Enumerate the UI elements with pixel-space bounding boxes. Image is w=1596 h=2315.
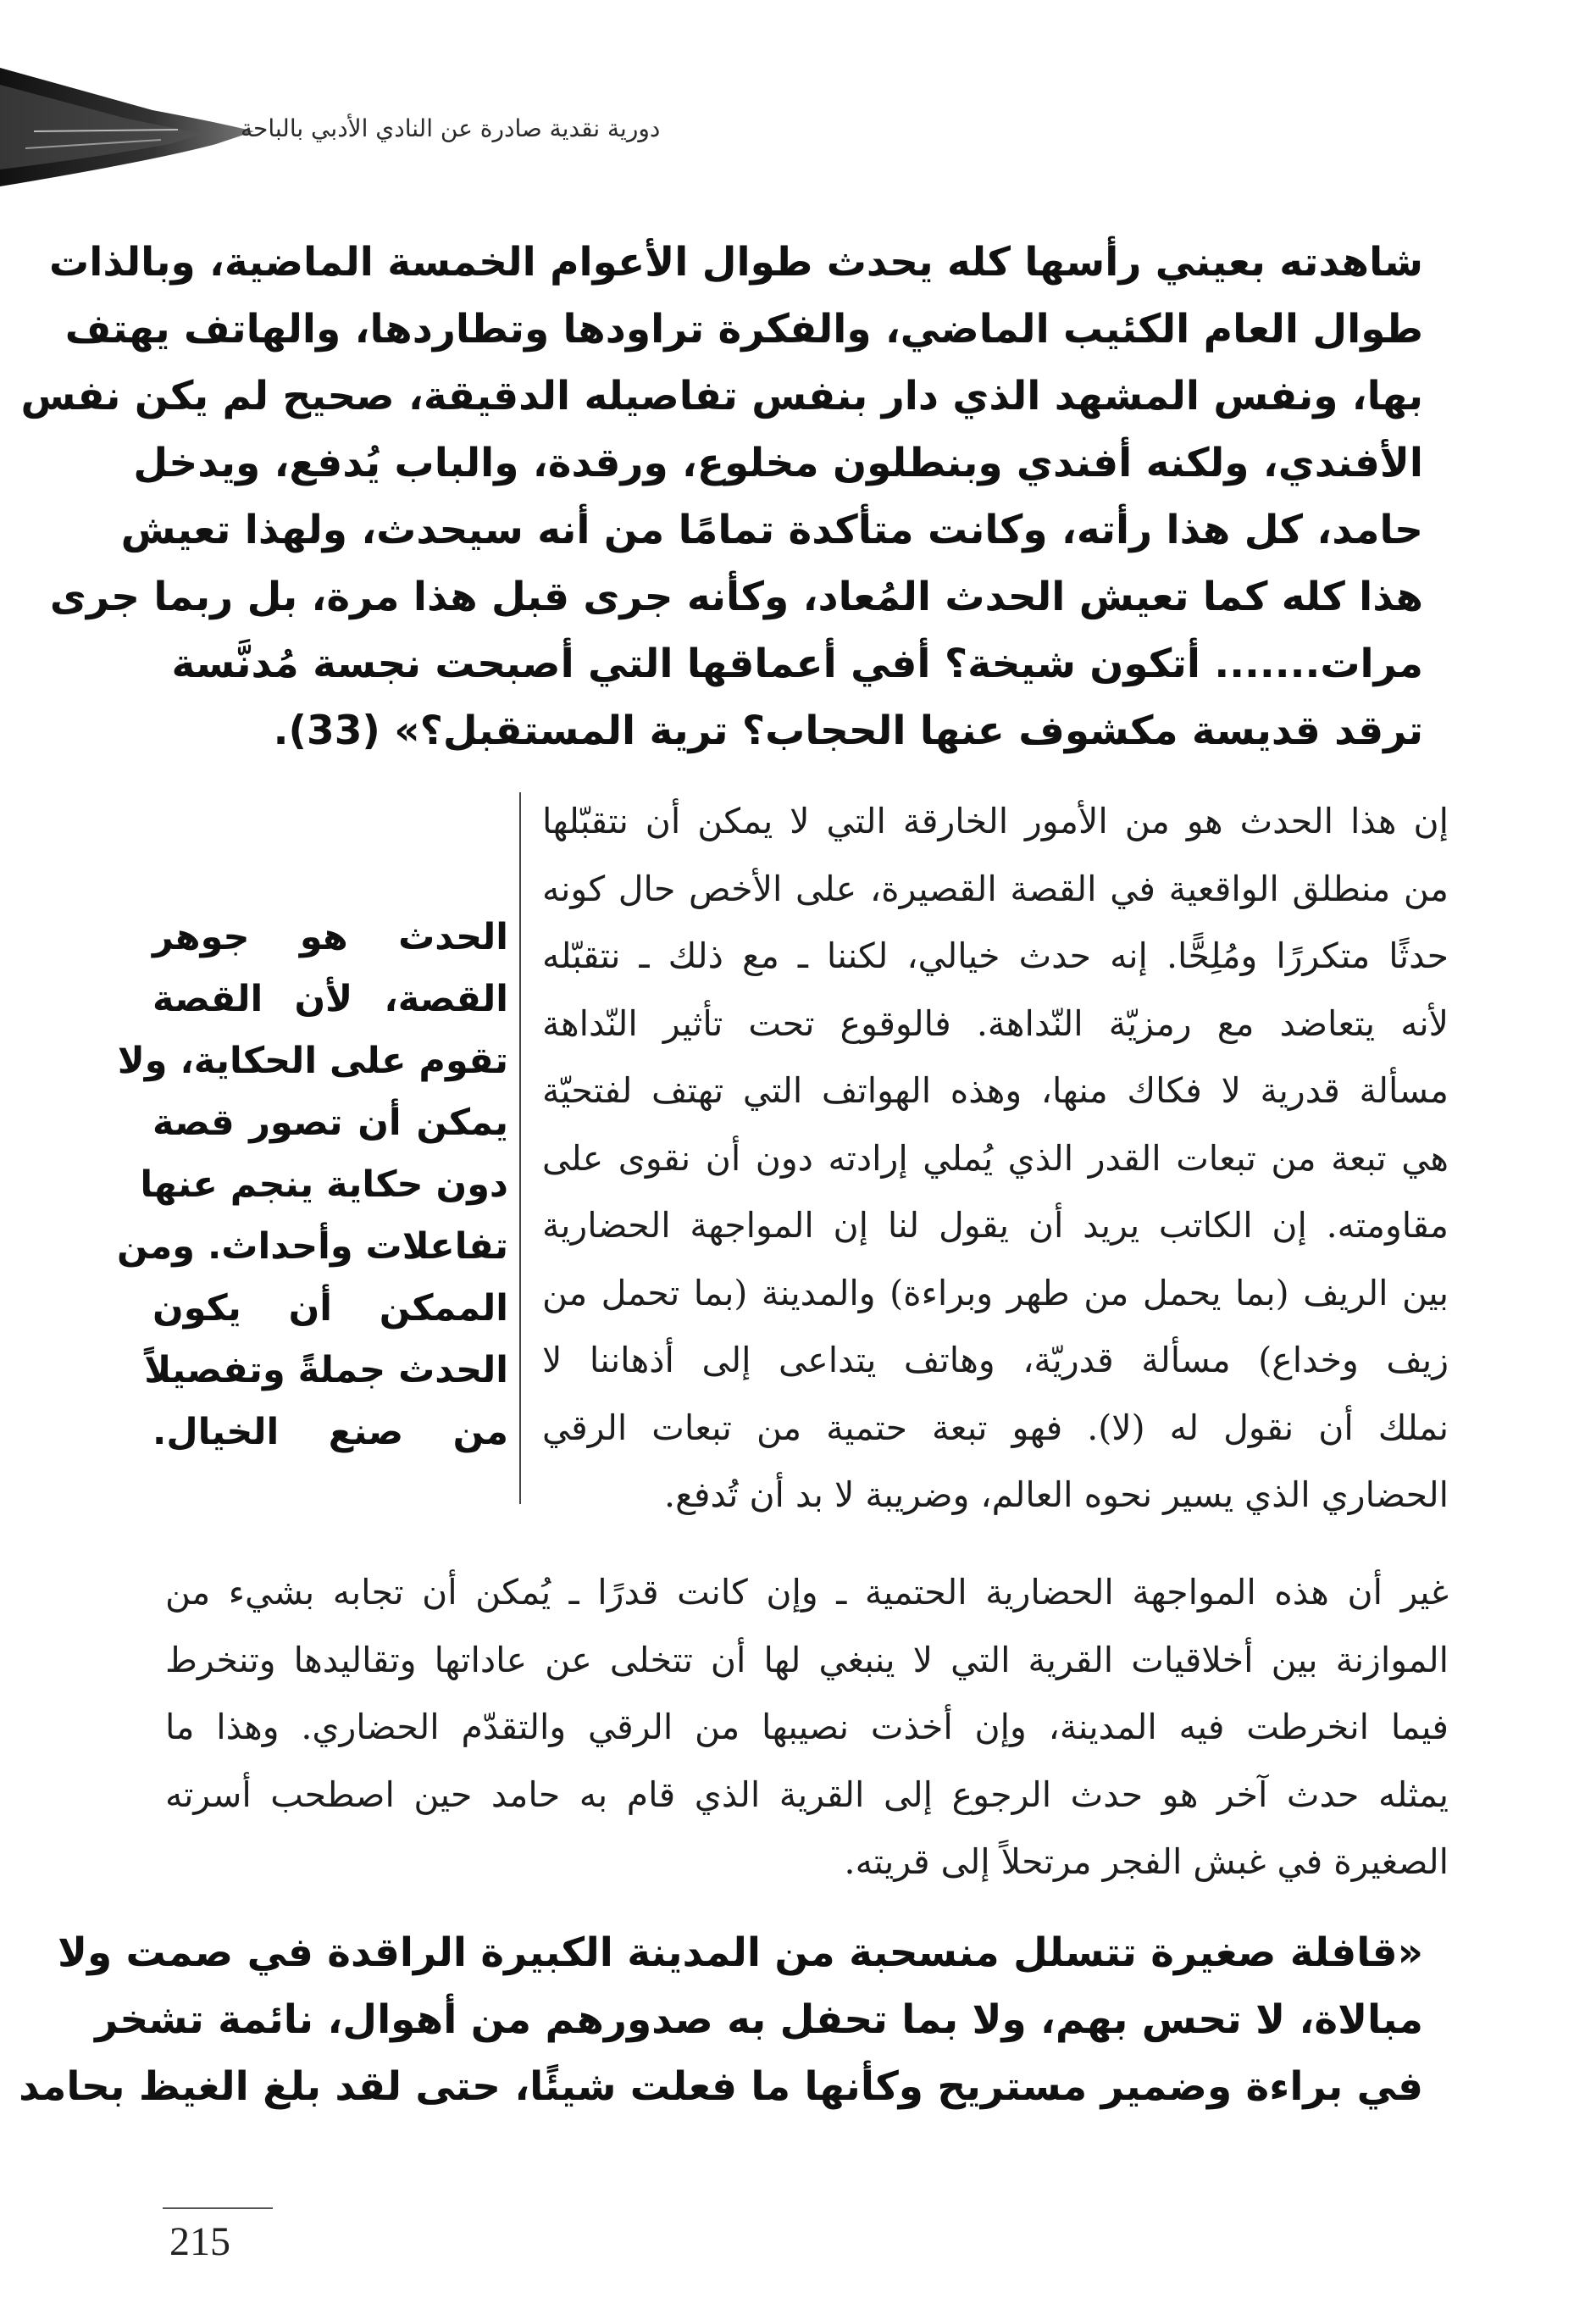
body-line: نملك أن نقول له (لا). فهو تبعة حتمية من تبعات الرقي <box>542 1407 1449 1448</box>
body-line: إن هذا الحدث هو من الأمور الخارقة التي لا يمكن أن نتقبّلها <box>542 801 1449 841</box>
body-line: مسألة قدرية لا فكاك منها، وهذه الهواتف التي تهتف لفتحيّة <box>542 1070 1449 1111</box>
body-paragraph-2 <box>165 1559 1449 1896</box>
journal-caption: دورية نقدية صادرة عن النادي الأدبي بالباحة <box>241 114 661 142</box>
pull-quote-line: يمكن أن تصور قصة <box>152 1102 508 1144</box>
body-line: يمثله حدث آخر هو حدث الرجوع إلى القرية الذي قام به حامد حين اصطحب أسرته <box>165 1774 1449 1815</box>
pull-quote-line: من صنع الخيال. <box>152 1411 508 1453</box>
body-line: الموازنة بين أخلاقيات القرية التي لا ينبغي لها أن تتخلى عن عاداتها وتقاليدها وتنخرط <box>165 1639 1449 1680</box>
body-line: الصغيرة في غبش الفجر مرتحلاً إلى قريته. <box>844 1841 1449 1882</box>
quote-block-2 <box>19 1919 1423 2120</box>
pull-quote-line: تفاعلات وأحداث. ومن <box>116 1225 508 1268</box>
body-line: الحضاري الذي يسير نحوه العالم، وضريبة لا بد أن تُدفع. <box>664 1474 1449 1515</box>
body-paragraph-1 <box>542 788 1449 1529</box>
quote-line: بها، ونفس المشهد الذي دار بنفس تفاصيله الدقيقة، صحيح لم يكن نفس <box>20 373 1423 419</box>
body-line: بين الريف (بما يحمل من طهر وبراءة) والمدينة (بما تحمل من <box>542 1272 1449 1313</box>
body-line: فيما انخرطت فيه المدينة، وإن أخذت نصيبها من الرقي والتقدّم الحضاري. وهذا ما <box>165 1707 1449 1747</box>
quote-line: «قافلة صغيرة تتسلل منسحبة من المدينة الكبيرة الراقدة في صمت ولا <box>57 1929 1423 1976</box>
quote-block-1 <box>20 229 1423 764</box>
header-ornament <box>0 51 271 229</box>
quote-line: ترقد قديسة مكشوف عنها الحجاب؟ ترية المستقبل؟» (33). <box>273 708 1423 754</box>
quote-line: مرات....... أتكون شيخة؟ أفي أعماقها التي أصبحت نجسة مُدنَّسة <box>171 641 1423 687</box>
pull-quote-line: القصة، لأن القصة <box>152 978 508 1020</box>
body-line: مقاومته. إن الكاتب يريد أن يقول لنا إن المواجهة الحضارية <box>542 1205 1449 1246</box>
pull-quote-line: دون حكاية ينجم عنها <box>140 1163 508 1206</box>
footer-rule <box>163 2207 273 2209</box>
quote-line: في براءة وضمير مستريح وكأنها ما فعلت شيئًا، حتى لقد بلغ الغيظ بحامد <box>19 2063 1423 2110</box>
pull-quote-line: الممكن أن يكون <box>152 1287 508 1330</box>
quote-line: طوال العام الكئيب الماضي، والفكرة تراودها وتطاردها، والهاتف يهتف <box>64 306 1423 353</box>
body-line: زيف وخداع) مسألة قدريّة، وهاتف يتداعى إلى أذهاننا لا <box>542 1340 1449 1380</box>
body-line: هي تبعة من تبعات القدر الذي يُملي إرادته دون أن نقوى على <box>542 1137 1449 1179</box>
quote-line: حامد، كل هذا رأته، وكانت متأكدة تمامًا من أنه سيحدث، ولهذا تعيش <box>120 507 1423 553</box>
pull-quote-line: الحدث هو جوهر <box>152 916 508 958</box>
pen-nib-ornament-icon <box>0 51 271 229</box>
body-line: حدثًا متكررًا ومُلِحًّا. إنه حدث خيالي، لكننا ـ مع ذلك ـ نتقبّله <box>542 935 1449 976</box>
body-line: من منطلق الواقعية في القصة القصيرة، على الأخص حال كونه <box>542 868 1449 909</box>
quote-line: مبالاة، لا تحس بهم، ولا بما تحفل به صدورهم من أهوال، نائمة تشخر <box>95 1996 1423 2043</box>
pull-quote <box>116 907 508 1463</box>
sidebar-divider <box>519 792 521 1504</box>
pull-quote-line: الحدث جملةً وتفصيلاً <box>144 1349 508 1391</box>
quote-line: هذا كله كما تعيش الحدث المُعاد، وكأنه جرى قبل هذا مرة، بل ربما جرى <box>49 574 1423 620</box>
body-line: غير أن هذه المواجهة الحضارية الحتمية ـ وإن كانت قدرًا ـ يُمكن أن تجابه بشيء من <box>165 1572 1449 1613</box>
quote-line: الأفندي، ولكنه أفندي وبنطلون مخلوع، ورقدة، والباب يُدفع، ويدخل <box>133 440 1423 486</box>
quote-line: شاهدته بعيني رأسها كله يحدث طوال الأعوام الخمسة الماضية، وبالذات <box>49 239 1423 286</box>
pull-quote-line: تقوم على الحكاية، ولا <box>117 1040 508 1082</box>
body-line: لأنه يتعاضد مع رمزيّة النّداهة. فالوقوع تحت تأثير النّداهة <box>542 1002 1449 1044</box>
page-number: 215 <box>169 2219 230 2264</box>
